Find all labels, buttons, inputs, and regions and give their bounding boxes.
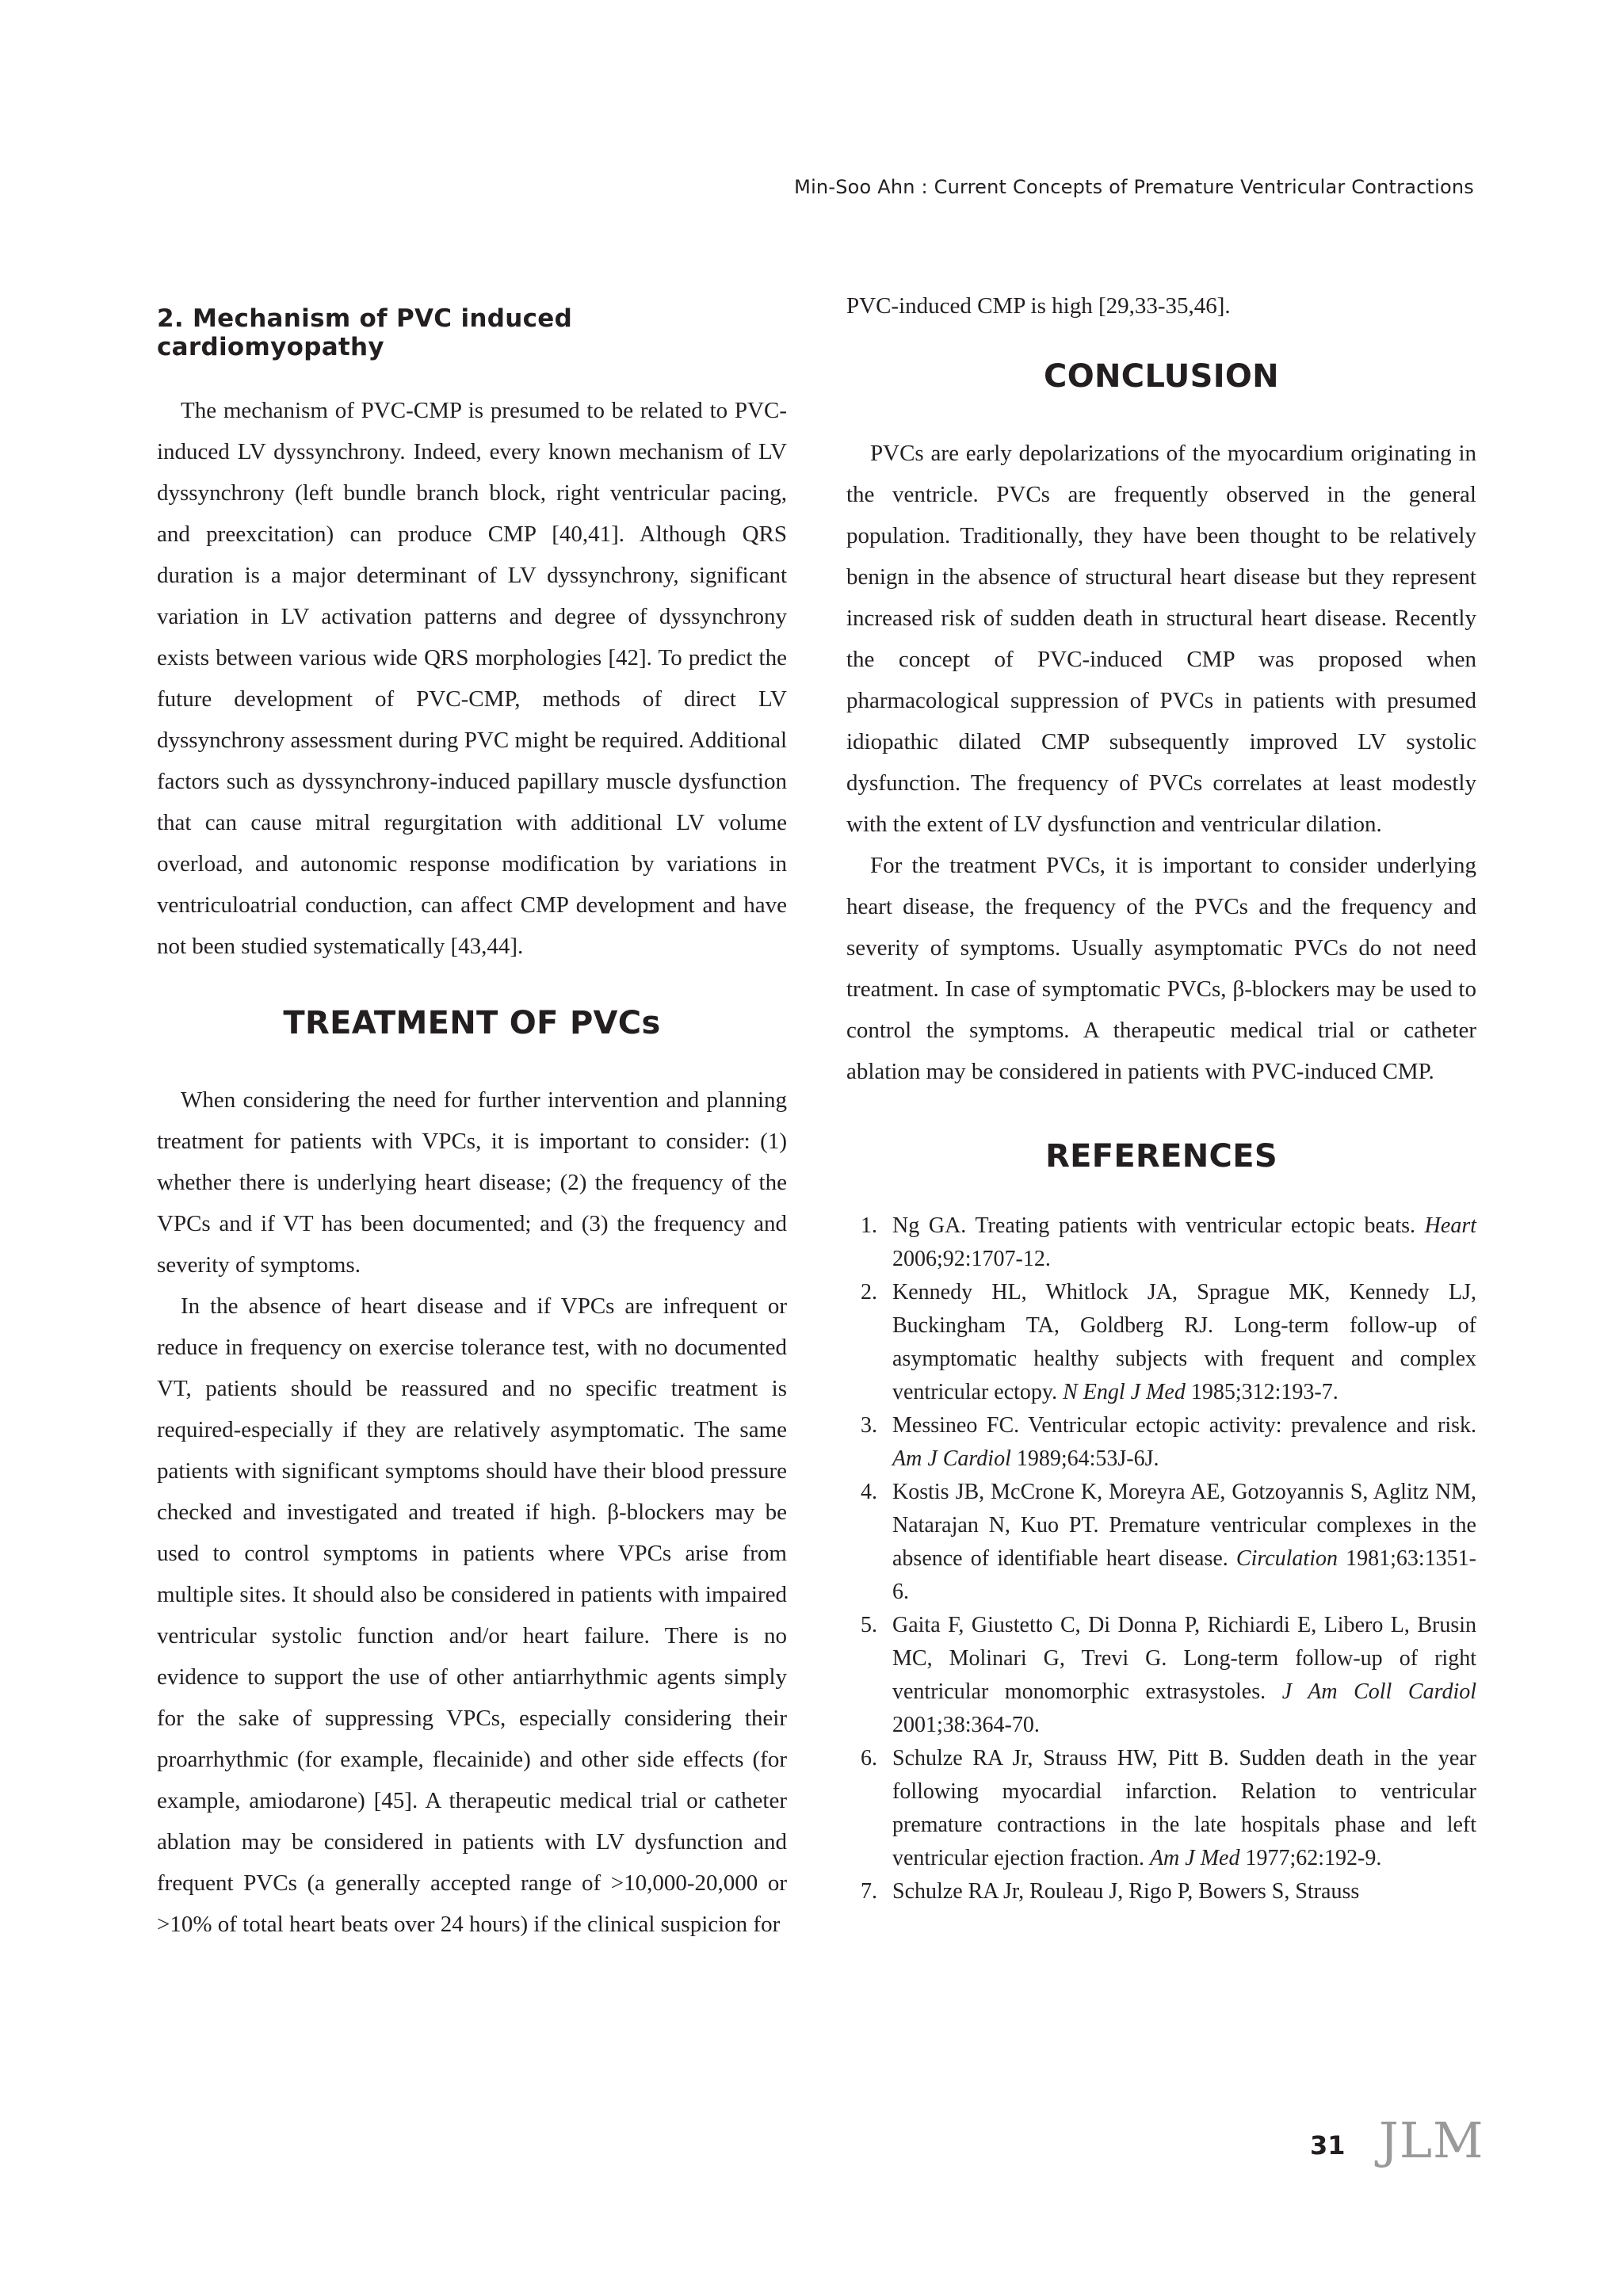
continuation-paragraph: PVC-induced CMP is high [29,33-35,46]. (846, 293, 1231, 319)
reference-citation: 1977;62:192-9. (1239, 1846, 1382, 1870)
reference-text: Messineo FC. Ventricular ectopic activity: prevalence and risk. (892, 1413, 1476, 1438)
reference-text: Ng GA. Treating patients with ventricular ectopic beats. (892, 1213, 1425, 1238)
reference-number: 7. (861, 1879, 877, 1904)
reference-citation: 2006;92:1707-12. (892, 1247, 1051, 1271)
reference-text: Gaita F, Giustetto C, Di Donna P, Richiardi E, Libero L, Brusin MC, Molinari G, Trevi G. Long-term follow-up of right ventricular monomorphic extrasystoles. (892, 1613, 1476, 1704)
reference-journal: Heart (1424, 1213, 1476, 1238)
reference-journal: Am J Cardiol (892, 1446, 1011, 1471)
reference-item (846, 1875, 1476, 1908)
reference-text: Schulze RA Jr, Strauss HW, Pitt B. Sudden death in the year following myocardial infarction. Relation to ventricular premature contractions in the late hospitals phase and left ventricular ejection fraction. (892, 1746, 1476, 1870)
reference-item (846, 1742, 1476, 1875)
left-column (157, 285, 787, 1945)
reference-item (846, 1476, 1476, 1609)
reference-number: 3. (861, 1413, 877, 1438)
reference-text: Kennedy HL, Whitlock JA, Sprague MK, Kennedy LJ, Buckingham TA, Goldberg RJ. Long-term follow-up of asymptomatic healthy subjects with frequent and complex ventricular ectopy. (892, 1280, 1476, 1404)
running-title: Min-Soo Ahn : Current Concepts of Premature Ventricular Contractions (794, 176, 1474, 198)
reference-number: 1. (861, 1213, 877, 1238)
reference-journal: Circulation (1235, 1546, 1338, 1571)
reference-text: Schulze RA Jr, Rouleau J, Rigo P, Bowers S, Strauss (892, 1879, 1360, 1904)
reference-number: 6. (861, 1746, 877, 1771)
subsection-title-mechanism: 2. Mechanism of PVC induced cardiomyopathy (157, 304, 573, 361)
treatment-paragraph-1: When considering the need for further intervention and planning treatment for patients with VPCs, it is important to consider: (1) whether there is underlying heart disease; (2) the frequency of the VPCs and if VT has been documented; and (3) the frequency and severity of symptoms. (157, 1087, 787, 1278)
section-title-treatment: TREATMENT OF PVCs (283, 1005, 661, 1041)
mechanism-paragraph: The mechanism of PVC-CMP is presumed to be related to PVC-induced LV dyssynchrony. Indeed, every known mechanism of LV dyssynchrony (left bundle branch block, right ventricular pacing, and preexcitation) can produce CMP [40,41]. Although QRS duration is a major determinant of LV dyssynchrony, significant variation in LV activation patterns and degree of dyssynchrony exists between various wide QRS morphologies [42]. To predict the future development of PVC-CMP, methods of direct LV dyssynchrony assessment during PVC might be required. Additional factors such as dyssynchrony-induced papillary muscle dysfunction that can cause mitral regurgitation with additional LV volume overload, and autonomic response modification by variations in ventriculoatrial conduction, can affect CMP development and have not been studied systematically [43,44]. (157, 398, 787, 959)
section-title-references: REFERENCES (1045, 1138, 1277, 1175)
reference-journal: J Am Coll Cardiol (1281, 1679, 1477, 1704)
reference-item (846, 1409, 1476, 1476)
reference-item (846, 1609, 1476, 1742)
reference-item (846, 1276, 1476, 1409)
reference-list (846, 1209, 1476, 1908)
treatment-paragraph-2: In the absence of heart disease and if VPCs are infrequent or reduce in frequency on exercise tolerance test, with no documented VT, patients should be reassured and no specific treatment is required-especially if they are relatively asymptomatic. The same patients with significant symptoms should have their blood pressure checked and investigated and treated if high. β-blockers may be used to control symptoms in patients where VPCs arise from multiple sites. It should also be considered in patients with impaired ventricular systolic function and/or heart failure. There is no evidence to support the use of other antiarrhythmic agents simply for the sake of suppressing VPCs, especially considering their proarrhythmic (for example, flecainide) and other side effects (for example, amiodarone) [45]. A therapeutic medical trial or catheter ablation may be considered in patients with LV dysfunction and frequent PVCs (a generally accepted range of >10,000-20,000 or >10% of total heart beats over 24 hours) if the clinical suspicion for (157, 1293, 787, 1937)
right-column (846, 285, 1476, 1908)
reference-journal: N Engl J Med (1063, 1380, 1186, 1404)
reference-number: 5. (861, 1613, 877, 1637)
reference-citation: 1985;312:193-7. (1185, 1380, 1338, 1404)
reference-citation: 2001;38:364-70. (892, 1713, 1040, 1737)
reference-number: 4. (861, 1480, 877, 1504)
journal-logo: JLM (1379, 2111, 1484, 2169)
page-number: 31 (1310, 2130, 1346, 2160)
reference-citation: 1981;63:1351-6. (892, 1546, 1476, 1604)
reference-citation: 1989;64:53J-6J. (1010, 1446, 1159, 1471)
section-title-conclusion: CONCLUSION (1044, 358, 1279, 395)
reference-journal: Am J Med (1149, 1846, 1240, 1870)
conclusion-paragraph-2: For the treatment PVCs, it is important to consider underlying heart disease, the frequency of the PVCs and the frequency and severity of symptoms. Usually asymptomatic PVCs do not need treatment. In case of symptomatic PVCs, β-blockers may be used to control the symptoms. A therapeutic medical trial or catheter ablation may be considered in patients with PVC-induced CMP. (846, 853, 1476, 1084)
reference-item (846, 1209, 1476, 1276)
reference-text: Kostis JB, McCrone K, Moreyra AE, Gotzoyannis S, Aglitz NM, Natarajan N, Kuo PT. Premature ventricular complexes in the absence of identifiable heart disease. (892, 1480, 1476, 1571)
reference-number: 2. (861, 1280, 877, 1305)
conclusion-paragraph-1: PVCs are early depolarizations of the myocardium originating in the ventricle. PVCs are frequently observed in the general population. Traditionally, they have been thought to be relatively benign in the absence of structural heart disease but they represent increased risk of sudden death in structural heart disease. Recently the concept of PVC-induced CMP was proposed when pharmacological suppression of PVCs in patients with presumed idiopathic dilated CMP subsequently improved LV systolic dysfunction. The frequency of PVCs correlates at least modestly with the extent of LV dysfunction and ventricular dilation. (846, 441, 1476, 837)
